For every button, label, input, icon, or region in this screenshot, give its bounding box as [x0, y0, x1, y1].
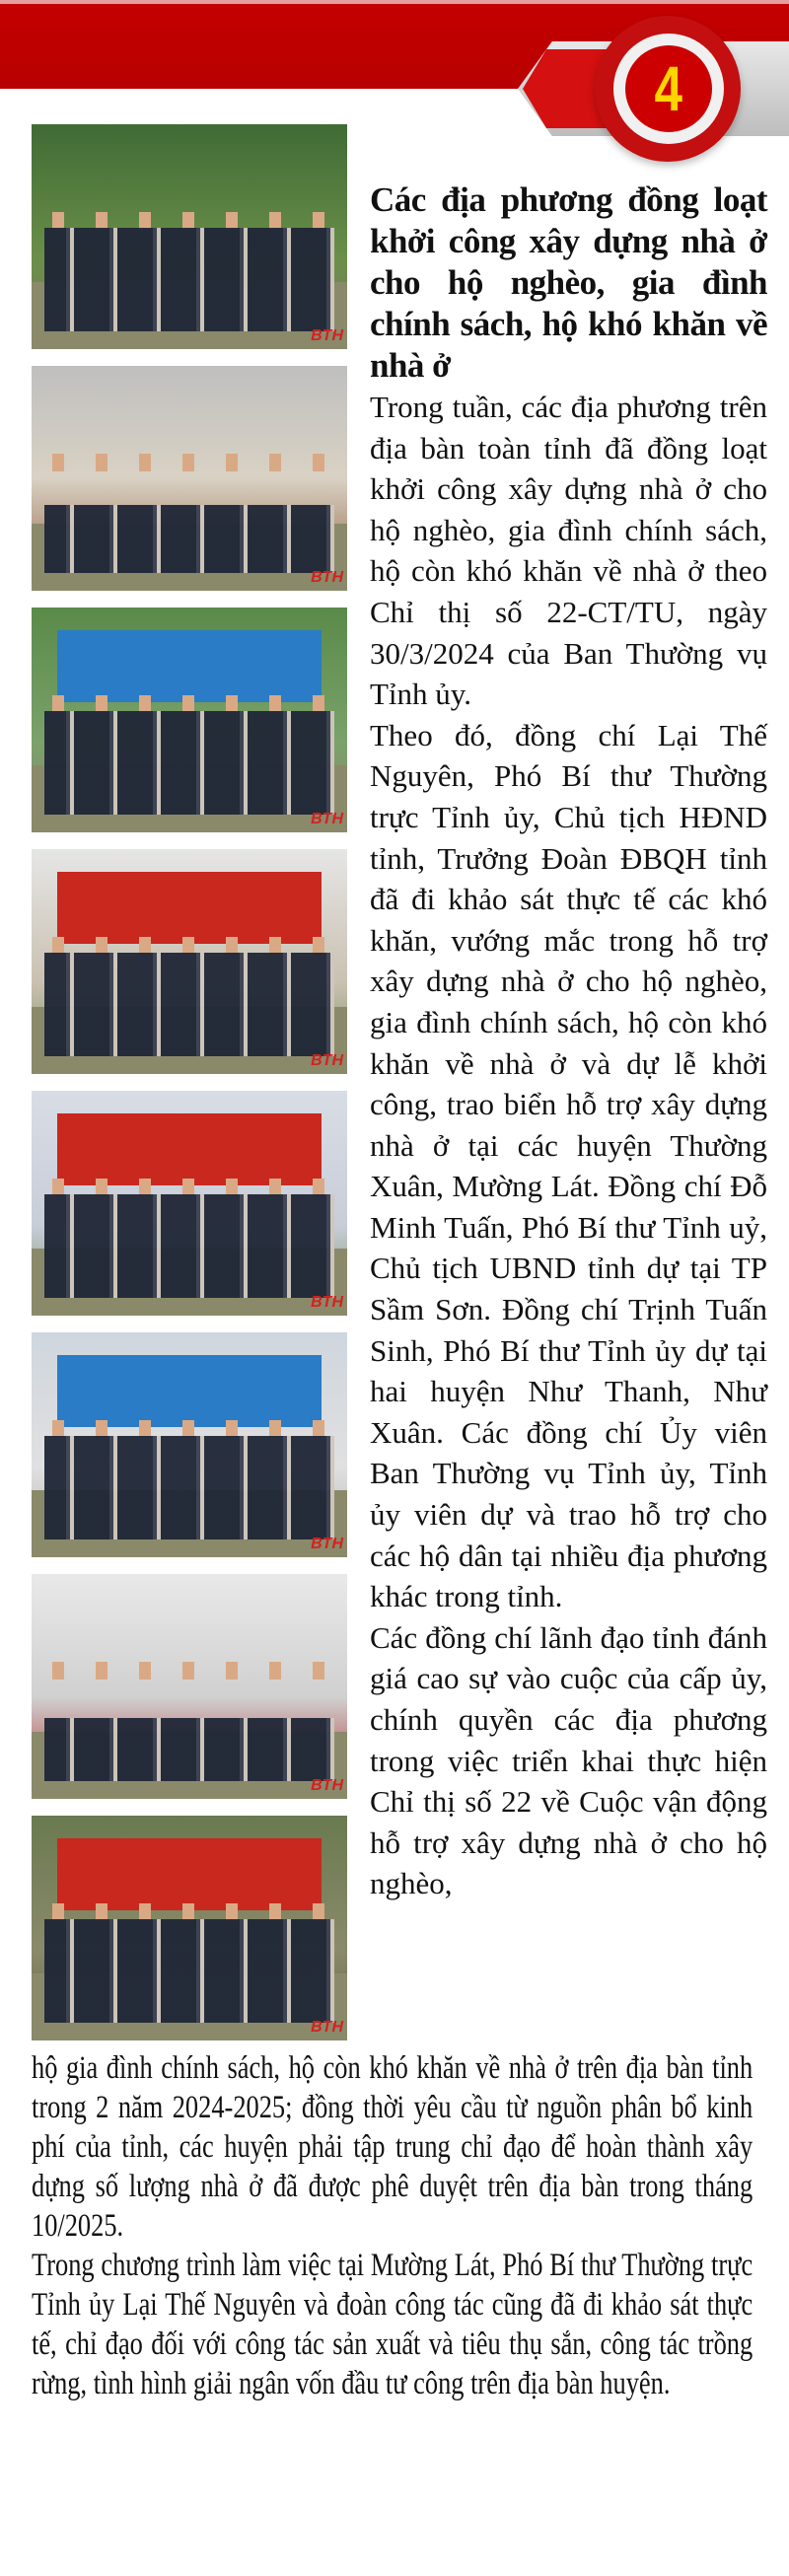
- photo-column: [32, 124, 347, 2057]
- article-paragraph: Trong tuần, các địa phương trên địa bàn toàn tỉnh đã đồng loạt khởi công xây dựng nhà ở cho hộ nghèo, gia đình chính sách, hộ còn khó khăn về nhà ở theo Chỉ thị số 22-CT/TU, ngày 30/3/2024 của Ban Thường vụ Tỉnh ủy.: [370, 390, 767, 712]
- photo-watermark: BTH: [311, 327, 343, 344]
- photo-groundbreaking-1: [32, 608, 347, 832]
- photo-handover-plaque: [32, 124, 347, 349]
- photo-ceremony-tent: [32, 1574, 347, 1799]
- article-right-column: [370, 179, 767, 1904]
- article-continuation: [32, 2048, 753, 2403]
- photo-groundbreaking-5: [32, 1816, 347, 2040]
- article-paragraph: hộ gia đình chính sách, hộ còn khó khăn về nhà ở trên địa bàn tỉnh trong 2 năm 2024-2025; đồng thời yêu cầu từ nguồn phân bổ kinh phí của tỉnh, các huyện phải tập trung chỉ đạo để hoàn thành xây dựng số lượng nhà ở đã được phê duyệt trên địa bàn trong tháng 10/2025.: [32, 2050, 753, 2244]
- photo-meeting-tent: [32, 366, 347, 591]
- article-paragraph: Trong chương trình làm việc tại Mường Lát, Phó Bí thư Thường trực Tỉnh ủy Lại Thế Nguyên và đoàn công tác cũng đã đi khảo sát thực tế, chỉ đạo đối với công tác sản xuất và tiêu thụ sắn, công tác trồng rừng, tình hình giải ngân vốn đầu tư công trên địa bàn huyện.: [32, 2248, 753, 2401]
- photo-watermark: BTH: [311, 1052, 343, 1069]
- photo-groundbreaking-3: [32, 1091, 347, 1316]
- photo-watermark: BTH: [311, 569, 343, 586]
- article-title: Các địa phương đồng loạt khởi công xây dựng nhà ở cho hộ nghèo, gia đình chính sách, hộ khó khăn về nhà ở: [370, 180, 767, 385]
- article-paragraph: Theo đó, đồng chí Lại Thế Nguyên, Phó Bí thư Thường trực Tỉnh ủy, Chủ tịch HĐND tỉnh, Trưởng Đoàn ĐBQH tỉnh đã đi khảo sát thực tế các khó khăn, vướng mắc trong hỗ trợ xây dựng nhà ở cho hộ nghèo, gia đình chính sách, hộ còn khó khăn về nhà ở và dự lễ khởi công, trao biển hỗ trợ xây dựng nhà ở tại các huyện Thường Xuân, Mường Lát. Đồng chí Đỗ Minh Tuấn, Phó Bí thư Tỉnh uỷ, Chủ tịch UBND tỉnh dự tại TP Sầm Sơn. Đồng chí Trịnh Tuấn Sinh, Phó Bí thư Tỉnh ủy dự tại hai huyện Như Thanh, Như Xuân. Các đồng chí Ủy viên Ban Thường vụ Tỉnh ủy, Tỉnh ủy viên dự và trao hỗ trợ cho các hộ dân tại nhiều địa phương khác trong tỉnh.: [370, 717, 767, 1614]
- photo-groundbreaking-4: [32, 1332, 347, 1557]
- section-number-badge: [625, 45, 712, 132]
- section-number: 4: [654, 53, 683, 124]
- photo-watermark: BTH: [311, 1536, 343, 1552]
- photo-watermark: BTH: [311, 1777, 343, 1794]
- photo-watermark: BTH: [311, 2019, 343, 2036]
- photo-groundbreaking-2: [32, 849, 347, 1074]
- photo-watermark: BTH: [311, 811, 343, 827]
- article-paragraph: Các đồng chí lãnh đạo tỉnh đánh giá cao sự vào cuộc của cấp ủy, chính quyền các địa phương trong việc triển khai thực hiện Chỉ thị số 22 về Cuộc vận động hỗ trợ xây dựng nhà ở cho hộ nghèo,: [370, 1619, 767, 1901]
- photo-watermark: BTH: [311, 1294, 343, 1311]
